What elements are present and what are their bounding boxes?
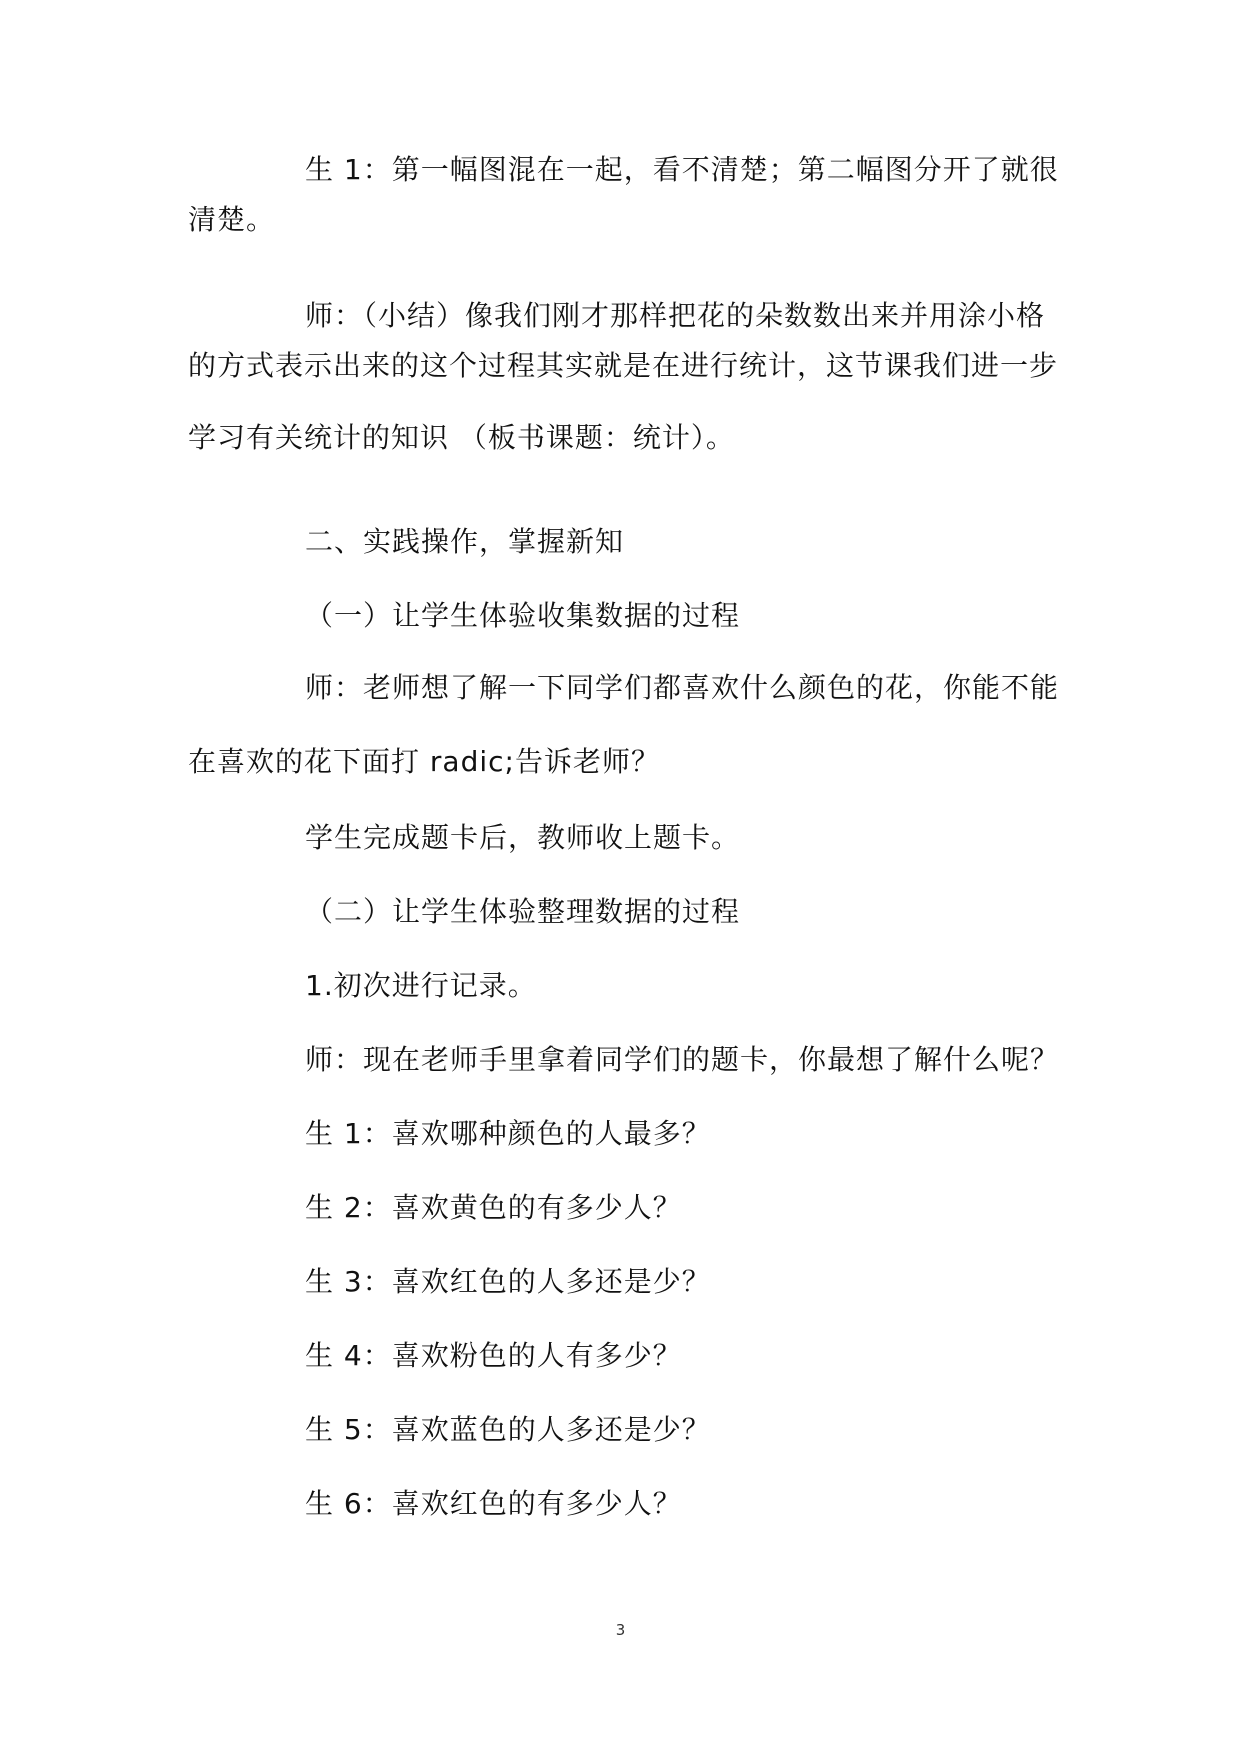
paragraph-line: 生 1：第一幅图混在一起，看不清楚；第二幅图分开了就很	[305, 153, 1059, 186]
subsection-heading: （二）让学生体验整理数据的过程	[305, 895, 741, 928]
dialogue-line: 生 4：喜欢粉色的人有多少？	[305, 1339, 682, 1372]
paragraph-line: 学习有关统计的知识 （板书课题：统计）。	[188, 421, 735, 454]
paragraph-line: 学生完成题卡后，教师收上题卡。	[305, 821, 741, 854]
paragraph-line: 师：（小结）像我们刚才那样把花的朵数数出来并用涂小格	[305, 299, 1046, 332]
dialogue-line: 生 6：喜欢红色的有多少人？	[305, 1487, 682, 1520]
dialogue-line: 生 1：喜欢哪种颜色的人最多？	[305, 1117, 711, 1150]
paragraph-line: 的方式表示出来的这个过程其实就是在进行统计，这节课我们进一步	[188, 349, 1059, 382]
paragraph-line: 师：现在老师手里拿着同学们的题卡，你最想了解什么呢？	[305, 1043, 1060, 1076]
paragraph-line: 师：老师想了解一下同学们都喜欢什么颜色的花，你能不能	[305, 671, 1060, 704]
paragraph-line: 清楚。	[188, 203, 276, 236]
paragraph-line: 在喜欢的花下面打 radic;告诉老师？	[188, 745, 660, 778]
dialogue-line: 生 2：喜欢黄色的有多少人？	[305, 1191, 682, 1224]
dialogue-line: 生 5：喜欢蓝色的人多还是少？	[305, 1413, 711, 1446]
section-heading: 二、实践操作，掌握新知	[305, 525, 625, 558]
subsection-heading: （一）让学生体验收集数据的过程	[305, 599, 741, 632]
dialogue-line: 生 3：喜欢红色的人多还是少？	[305, 1265, 711, 1298]
list-item: 1.初次进行记录。	[305, 969, 537, 1002]
page-number: 3	[615, 1621, 626, 1639]
